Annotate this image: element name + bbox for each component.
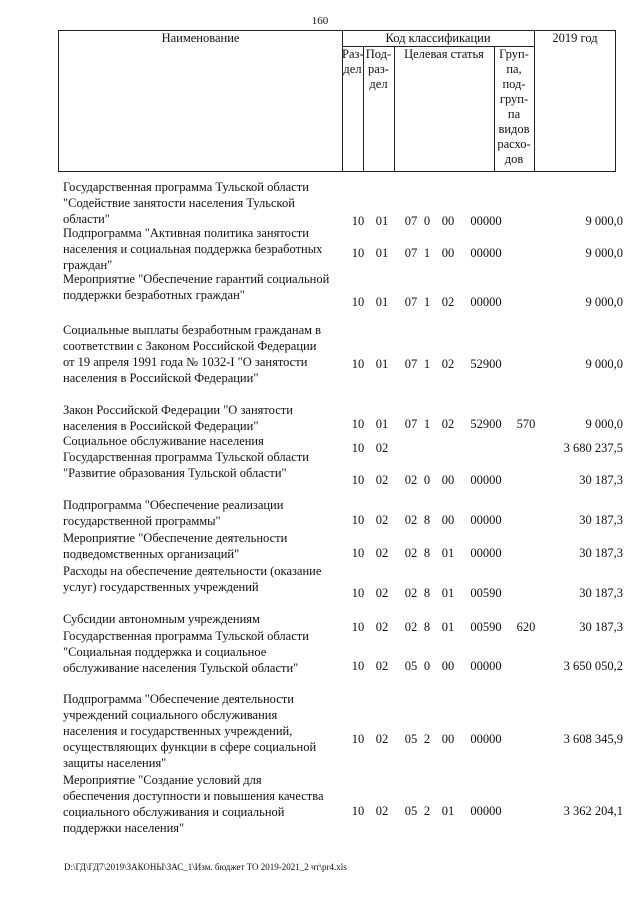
header-razdel: Раз- дел (342, 47, 364, 76)
row-code-pr: 02 (375, 441, 389, 455)
row-code-t2: 0 (423, 214, 431, 228)
row-code-t3: 00 (441, 513, 455, 527)
row-code-t3: 00 (441, 732, 455, 746)
row-name: Государственная программа Тульской области "Содействие занятости населения Тульской области" (63, 180, 309, 226)
row-code-pr: 02 (375, 804, 389, 818)
row-code-t3: 01 (441, 620, 455, 634)
row-code-t4: 52900 (470, 357, 502, 371)
row-code-t2: 0 (423, 659, 431, 673)
row-code-pr: 02 (375, 513, 389, 527)
row-code-r: 10 (351, 659, 365, 673)
row-code-r: 10 (351, 586, 365, 600)
row-code-t2: 1 (423, 417, 431, 431)
row-code-t2: 0 (423, 473, 431, 487)
table-header (58, 30, 616, 172)
row-code-t4: 00000 (470, 246, 502, 260)
header-name: Наименование (161, 31, 240, 45)
row-amount: 30 187,3 (579, 546, 623, 560)
row-code-r: 10 (351, 546, 365, 560)
row-code-g: 570 (516, 417, 536, 431)
row-amount: 30 187,3 (579, 620, 623, 634)
row-code-r: 10 (351, 473, 365, 487)
row-code-t1: 02 (404, 473, 418, 487)
row-code-r: 10 (351, 214, 365, 228)
row-code-t3: 01 (441, 804, 455, 818)
row-amount: 9 000,0 (585, 417, 623, 431)
row-name: Подпрограмма "Обеспечение реализации государственной программы" (63, 498, 284, 528)
row-amount: 9 000,0 (585, 295, 623, 309)
row-code-t3: 00 (441, 246, 455, 260)
row-name: Государственная программа Тульской области "Социальная поддержка и социальное обслуживание населения Тульской области" (63, 629, 309, 675)
row-amount: 3 650 050,2 (563, 659, 623, 673)
row-code-t4: 00590 (470, 620, 502, 634)
header-group: Груп- па, под- груп- па видов расхо- дов (497, 47, 531, 166)
row-code-t1: 07 (404, 417, 418, 431)
row-code-pr: 02 (375, 620, 389, 634)
row-code-t3: 02 (441, 295, 455, 309)
row-code-t1: 05 (404, 804, 418, 818)
row-name: Социальное обслуживание населения (63, 434, 264, 448)
row-amount: 30 187,3 (579, 473, 623, 487)
row-code-t2: 8 (423, 586, 431, 600)
row-code-t2: 1 (423, 357, 431, 371)
row-code-t3: 01 (441, 546, 455, 560)
row-code-t3: 02 (441, 417, 455, 431)
row-code-r: 10 (351, 620, 365, 634)
row-code-t3: 00 (441, 214, 455, 228)
row-code-r: 10 (351, 513, 365, 527)
row-code-t1: 07 (404, 246, 418, 260)
row-code-t4: 00000 (470, 659, 502, 673)
row-amount: 3 362 204,1 (563, 804, 623, 818)
row-code-t4: 52900 (470, 417, 502, 431)
row-code-t3: 02 (441, 357, 455, 371)
row-code-pr: 01 (375, 246, 389, 260)
row-code-r: 10 (351, 246, 365, 260)
row-name: Подпрограмма "Обеспечение деятельности учреждений социального обслуживания населения и государственных учреждений, осуществляющих функции в сфере социальной защиты населения" (63, 692, 317, 770)
row-code-r: 10 (351, 804, 365, 818)
row-code-t2: 1 (423, 295, 431, 309)
row-name: Социальные выплаты безработным гражданам в соответствии с Законом Российской Федерации от 19 апреля 1991 года № 1032-I "О занятости населения в Российской Федерации" (63, 323, 322, 385)
row-code-t2: 2 (423, 804, 431, 818)
row-code-r: 10 (351, 732, 365, 746)
row-amount: 30 187,3 (579, 513, 623, 527)
row-code-r: 10 (351, 357, 365, 371)
header-podrazdel: Под- раз- дел (365, 47, 392, 91)
page-number: 160 (311, 15, 329, 27)
row-name: Государственная программа Тульской области "Развитие образования Тульской области" (63, 450, 309, 480)
row-code-t4: 00000 (470, 473, 502, 487)
row-code-t1: 07 (404, 357, 418, 371)
row-code-t1: 02 (404, 546, 418, 560)
row-code-t1: 05 (404, 732, 418, 746)
row-code-t1: 02 (404, 586, 418, 600)
row-amount: 9 000,0 (585, 214, 623, 228)
row-code-t4: 00000 (470, 214, 502, 228)
row-code-t1: 02 (404, 513, 418, 527)
row-name: Расходы на обеспечение деятельности (оказание услуг) государственных учреждений (63, 564, 322, 594)
row-amount: 3 680 237,5 (563, 441, 623, 455)
row-code-t1: 02 (404, 620, 418, 634)
row-code-pr: 01 (375, 357, 389, 371)
row-code-pr: 02 (375, 546, 389, 560)
row-code-t4: 00000 (470, 732, 502, 746)
row-amount: 9 000,0 (585, 246, 623, 260)
row-code-t2: 8 (423, 620, 431, 634)
row-code-t4: 00000 (470, 546, 502, 560)
row-code-t4: 00000 (470, 295, 502, 309)
header-year: 2019 год (552, 31, 598, 45)
row-amount: 9 000,0 (585, 357, 623, 371)
row-code-t3: 00 (441, 473, 455, 487)
row-code-t4: 00000 (470, 513, 502, 527)
row-code-t2: 8 (423, 546, 431, 560)
row-code-r: 10 (351, 417, 365, 431)
row-amount: 30 187,3 (579, 586, 623, 600)
row-name: Субсидии автономным учреждениям (63, 612, 260, 626)
row-code-t1: 07 (404, 214, 418, 228)
row-code-t2: 2 (423, 732, 431, 746)
row-code-t1: 05 (404, 659, 418, 673)
row-code-r: 10 (351, 295, 365, 309)
row-code-pr: 01 (375, 214, 389, 228)
row-code-t1: 07 (404, 295, 418, 309)
row-code-pr: 02 (375, 732, 389, 746)
row-name: Мероприятие "Создание условий для обеспечения доступности и повышения качества социального обслуживания и социальной поддержки населения" (63, 773, 324, 835)
row-code-pr: 02 (375, 473, 389, 487)
header-target: Целевая статья (404, 47, 484, 61)
row-code-pr: 01 (375, 417, 389, 431)
header-classification: Код классификации (385, 31, 491, 45)
row-code-g: 620 (516, 620, 536, 634)
row-amount: 3 608 345,9 (563, 732, 623, 746)
row-name: Мероприятие "Обеспечение деятельности подведомственных организаций" (63, 531, 288, 561)
row-name: Подпрограмма "Активная политика занятости населения и социальная поддержка безработных граждан" (63, 226, 323, 272)
row-code-t3: 01 (441, 586, 455, 600)
row-code-t4: 00000 (470, 804, 502, 818)
row-name: Закон Российской Федерации "О занятости населения в Российской Федерации" (63, 403, 293, 433)
row-code-t2: 1 (423, 246, 431, 260)
row-code-r: 10 (351, 441, 365, 455)
row-code-t2: 8 (423, 513, 431, 527)
row-code-pr: 01 (375, 295, 389, 309)
row-code-pr: 02 (375, 659, 389, 673)
row-code-t3: 00 (441, 659, 455, 673)
file-path-footer: D:\ГД\ГД7\2019\ЗАКОНЫ\ЗАС_1\Изм. бюджет ТО 2019-2021_2 чт\pr4.xls (64, 862, 347, 872)
row-code-pr: 02 (375, 586, 389, 600)
row-name: Мероприятие "Обеспечение гарантий социальной поддержки безработных граждан" (63, 272, 330, 302)
row-code-t4: 00590 (470, 586, 502, 600)
